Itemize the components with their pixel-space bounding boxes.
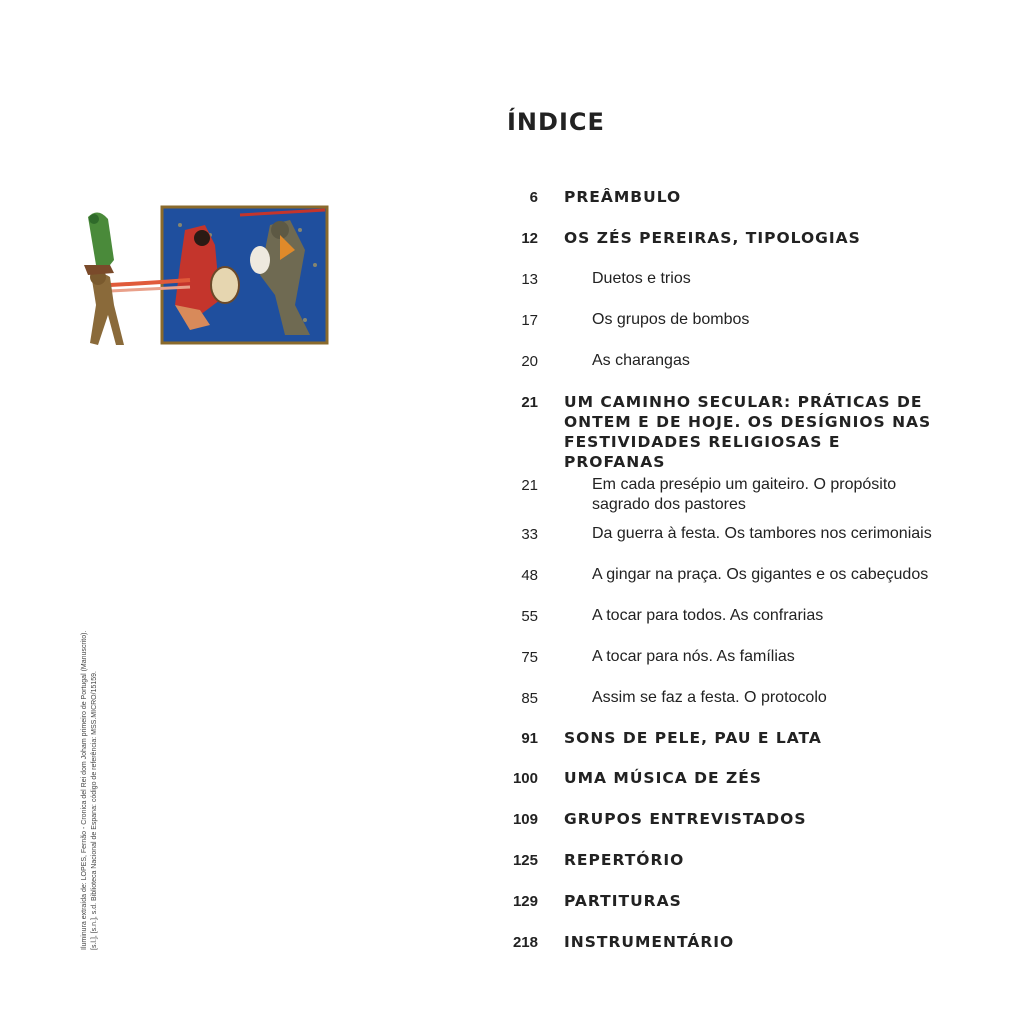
toc-page-number: 85 [521,690,538,707]
caption-line-2: [s.l.], [s.n.], s.d. Biblioteca Nacional de Espana: código de referência: MSS.MICRO/15159. [91,671,98,950]
toc-label: Duetos e trios [592,270,691,287]
toc-page-number: 129 [512,893,538,910]
image-caption [80,620,130,950]
toc-page-number: 125 [512,852,538,869]
toc-page-number: 17 [521,312,538,329]
toc-label: As charangas [592,352,690,369]
toc-page-number: 20 [521,353,538,370]
toc-label: OS ZÉS PEREIRAS, TIPOLOGIAS [564,229,861,247]
toc-page-number: 75 [521,649,538,666]
toc-label: Assim se faz a festa. O protocolo [592,689,827,706]
caption-line-1: Iluminura extraída de: LOPES, Fernão - Cronica del Rei dom Joham primeiro de Portugal (Manuscrito). [81,630,88,950]
toc-label: A tocar para nós. As famílias [592,648,795,665]
toc-label: Os grupos de bombos [592,311,750,328]
toc-label: UMA MÚSICA DE ZÉS [564,769,762,787]
toc-label: UM CAMINHO SECULAR: PRÁTICAS DE ONTEM E DE HOJE. OS DESÍGNIOS NAS FESTIVIDADES RELIGIOSAS E PROFANAS [564,393,932,471]
toc-label: PREÂMBULO [564,188,682,206]
toc-page-number: 91 [521,730,538,747]
toc-page-number: 100 [512,770,538,787]
illuminated-miniature [80,205,330,365]
toc-page-number: 21 [521,477,538,494]
toc-page-number: 48 [521,567,538,584]
toc-page-number: 13 [521,271,538,288]
toc-page-number: 12 [521,230,538,247]
toc-page-number: 109 [512,811,538,828]
toc-page-number: 218 [512,934,538,951]
toc-label: PARTITURAS [564,892,682,910]
toc-label: A tocar para todos. As confrarias [592,607,824,624]
page-title: ÍNDICE [507,108,605,136]
toc-page-number: 21 [521,394,538,411]
toc-label: A gingar na praça. Os gigantes e os cabeçudos [592,566,929,583]
toc-label: INSTRUMENTÁRIO [564,933,735,951]
toc-label: Da guerra à festa. Os tambores nos cerimoniais [592,525,932,542]
toc-label: SONS DE PELE, PAU E LATA [564,729,822,747]
toc-label: Em cada presépio um gaiteiro. O propósito sagrado dos pastores [592,476,897,513]
toc-label: REPERTÓRIO [564,851,685,869]
toc-label: GRUPOS ENTREVISTADOS [564,810,807,828]
toc-page-number: 55 [521,608,538,625]
toc-page-number: 33 [521,526,538,543]
toc-page-number: 6 [529,189,538,206]
